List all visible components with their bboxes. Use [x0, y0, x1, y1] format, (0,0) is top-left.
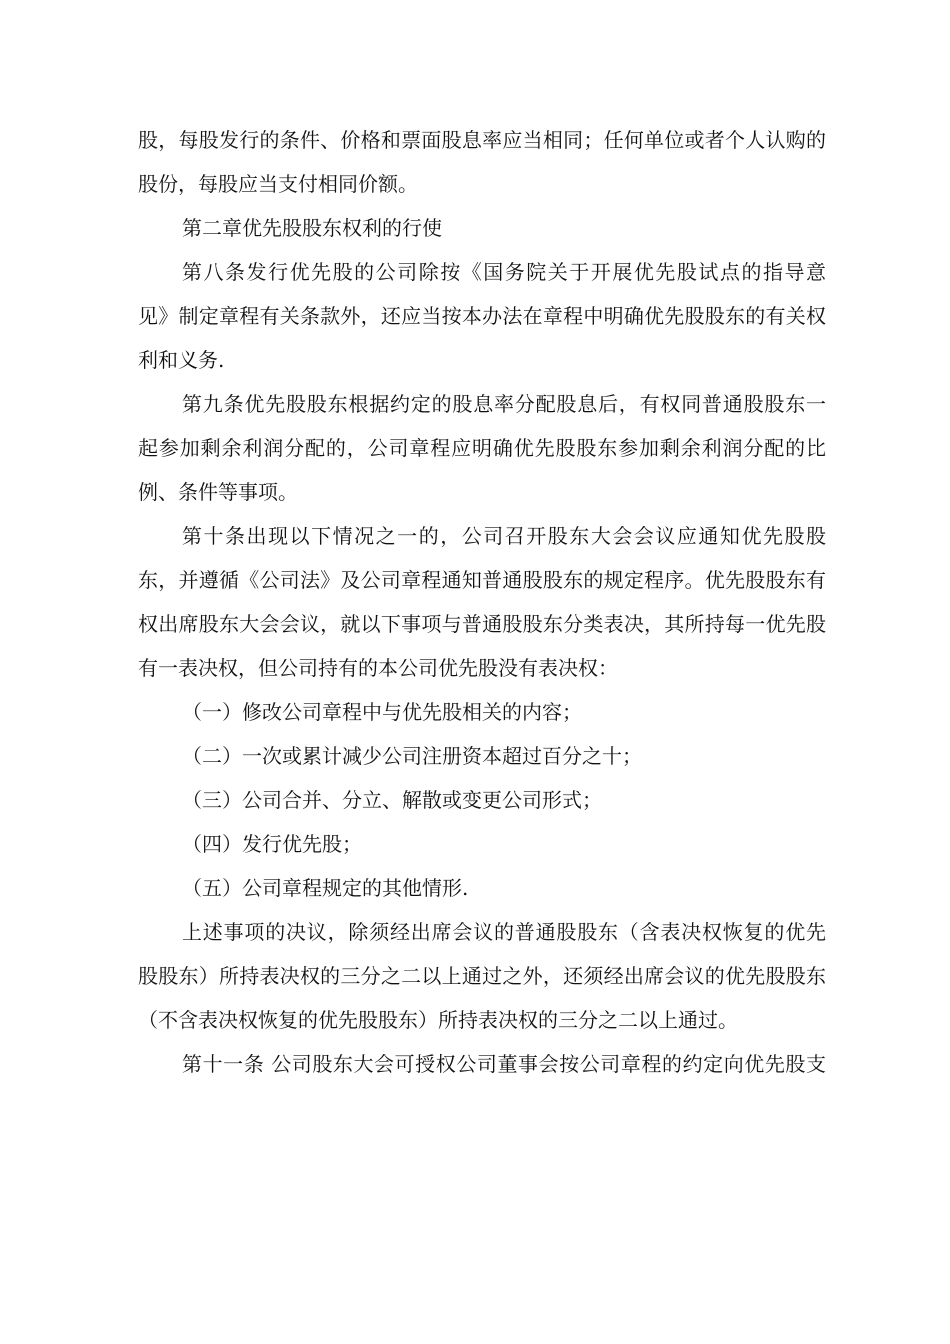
chapter-heading: 第二章优先股股东权利的行使	[182, 216, 442, 240]
text-line-7: 第九条优先股股东根据约定的股息率分配股息后，有权同普通股股东一	[182, 392, 826, 416]
text-line-19: 上述事项的决议，除须经出席会议的普通股股东（含表决权恢复的优先	[182, 920, 826, 944]
list-item-5: （五）公司章程规定的其他情形.	[182, 876, 469, 900]
text-line-13: 有一表决权，但公司持有的本公司优先股没有表决权：	[138, 656, 618, 680]
list-item-1: （一）修改公司章程中与优先股相关的内容；	[182, 700, 582, 724]
text-line-4: 第八条发行优先股的公司除按《国务院关于开展优先股试点的指导意	[182, 260, 826, 284]
list-item-4: （四）发行优先股；	[182, 832, 362, 856]
list-item-3: （三）公司合并、分立、解散或变更公司形式；	[182, 788, 602, 812]
text-line-22: 第十一条 公司股东大会可授权公司董事会按公司章程的约定向优先股支	[182, 1052, 826, 1076]
text-line-2: 股份，每股应当支付相同价额。	[138, 172, 418, 196]
text-line-21: （不含表决权恢复的优先股股东）所持表决权的三分之二以上通过。	[138, 1008, 738, 1032]
text-line-12: 权出席股东大会会议，就以下事项与普通股股东分类表决，其所持每一优先股	[138, 612, 826, 636]
text-line-9: 例、条件等事项。	[138, 480, 298, 504]
text-line-6: 利和义务.	[138, 348, 225, 372]
document-body	[138, 118, 826, 1086]
text-line-10: 第十条出现以下情况之一的，公司召开股东大会会议应通知优先股股	[182, 524, 826, 548]
text-line-8: 起参加剩余利润分配的，公司章程应明确优先股股东参加剩余利润分配的比	[138, 436, 826, 460]
text-line-11: 东，并遵循《公司法》及公司章程通知普通股股东的规定程序。优先股股东有	[138, 568, 826, 592]
text-line-5: 见》制定章程有关条款外，还应当按本办法在章程中明确优先股股东的有关权	[138, 304, 826, 328]
text-line-20: 股股东）所持表决权的三分之二以上通过之外，还须经出席会议的优先股股东	[138, 964, 826, 988]
text-line-1: 股，每股发行的条件、价格和票面股息率应当相同；任何单位或者个人认购的	[138, 128, 826, 152]
list-item-2: （二）一次或累计减少公司注册资本超过百分之十；	[182, 744, 642, 768]
